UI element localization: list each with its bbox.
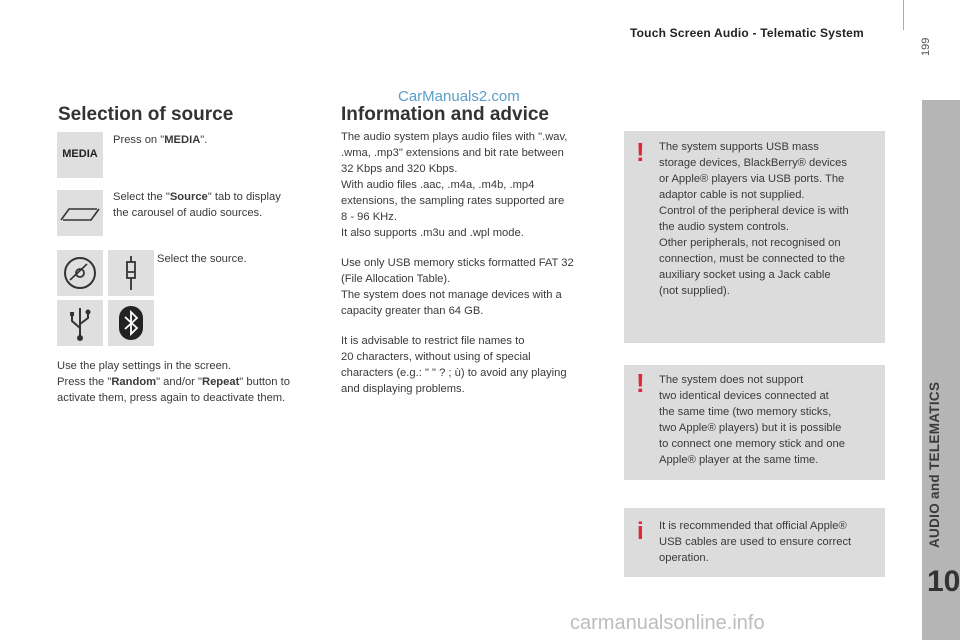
warning-box-devices: [624, 365, 885, 480]
watermark: CarManuals2.com: [398, 88, 520, 105]
warning-box-usb: [624, 131, 885, 343]
jack-icon: [108, 250, 154, 296]
info-body: [341, 129, 616, 411]
warning-icon: !: [636, 368, 645, 398]
play-settings-text: Use the play settings in the screen. Press the "Random" and/or "Repeat" button to activate them, press again to deactivate them.: [57, 360, 290, 404]
top-rule: [903, 0, 904, 30]
info-box-cables: [624, 508, 885, 577]
info-cables-text: It is recommended that official Apple® USB cables are used to ensure correct operation.: [659, 520, 852, 564]
warning-icon: !: [636, 137, 645, 167]
bluetooth-icon: [108, 300, 154, 346]
info-heading: Information and advice: [341, 104, 549, 125]
press-media-text: Press on "MEDIA".: [113, 134, 208, 146]
page-number: 199: [920, 37, 932, 56]
footer-watermark: carmanualsonline.info: [570, 612, 765, 634]
usb-icon: [57, 300, 103, 346]
info-paragraph-filenames: It is advisable to restrict file names to 20 characters, without using of special characters (e.g.: " " ? ; ù) to avoid any playing and displaying problems.: [341, 335, 567, 395]
media-button-icon: [57, 132, 103, 178]
warning-usb-text: The system supports USB mass storage devices, BlackBerry® devices or Apple® players via USB ports. The adaptor cable is not supplied. Control of the peripheral device is with the audio system controls. Other peripherals, not recognised on connection, must be connected to the auxiliary socket using a Jack cable (not supplied).: [659, 141, 849, 297]
info-icon: i: [637, 518, 644, 545]
chapter-label: AUDIO and TELEMATICS: [927, 381, 942, 548]
warning-devices-text: The system does not support two identical devices connected at the same time (two memory sticks, two Apple® players) but it is possible to connect one memory stick and one Apple® player at the same time.: [659, 374, 845, 466]
selection-heading: Selection of source: [58, 104, 234, 125]
select-the-source-text: Select the source.: [157, 253, 247, 265]
chapter-number: 10: [927, 565, 960, 598]
source-tab-icon: [57, 190, 103, 236]
cd-icon: [57, 250, 103, 296]
info-paragraph-usb: Use only USB memory sticks formatted FAT 32 (File Allocation Table). The system does not manage devices with a capacity greater than 64 GB.: [341, 257, 574, 317]
header-title: Touch Screen Audio - Telematic System: [630, 26, 864, 40]
chapter-sidebar: [922, 100, 960, 640]
media-icon-label: MEDIA: [62, 148, 98, 160]
select-source-text: Select the "Source" tab to display the carousel of audio sources.: [113, 191, 281, 219]
info-paragraph-formats: The audio system plays audio files with ".wav, .wma, .mp3" extensions and bit rate between 32 Kbps and 320 Kbps. With audio files .aac, .m4a, .m4b, .mp4 extensions, the sampling rates supported are 8 - 96 KHz. It also supports .m3u and .wpl mode.: [341, 131, 568, 239]
